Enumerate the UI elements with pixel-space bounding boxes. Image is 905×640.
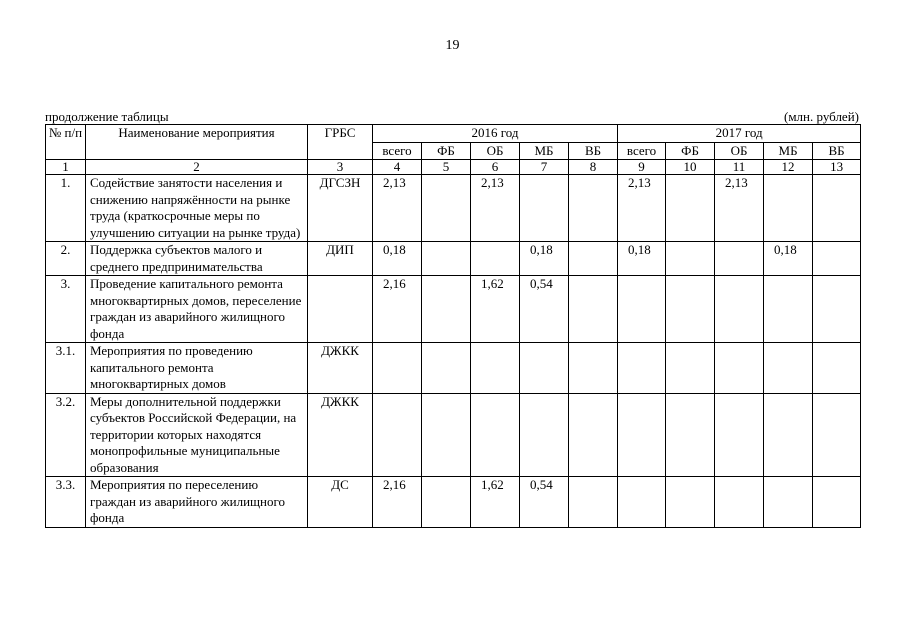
row-value [764, 343, 813, 394]
row-value: 0,54 [520, 477, 569, 528]
row-value [569, 276, 618, 343]
row-name: Содействие занятости населения и снижению напряжённости на рынке труда (краткосрочные меры по улучшению ситуации на рынке труда) [86, 175, 308, 242]
header-sub: ОБ [471, 142, 520, 160]
header-no: № п/п [46, 125, 86, 160]
row-number: 1. [46, 175, 86, 242]
row-value [764, 276, 813, 343]
row-value [813, 343, 861, 394]
row-value [569, 242, 618, 276]
row-value [422, 393, 471, 477]
header-sub: всего [618, 142, 666, 160]
column-number: 2 [86, 160, 308, 175]
row-value: 2,13 [715, 175, 764, 242]
row-value: 1,62 [471, 477, 520, 528]
header-sub: ВБ [813, 142, 861, 160]
row-value: 0,18 [520, 242, 569, 276]
row-value [569, 393, 618, 477]
row-value: 0,54 [520, 276, 569, 343]
row-value [813, 175, 861, 242]
row-grbs: ДС [308, 477, 373, 528]
row-name: Проведение капитального ремонта многоквартирных домов, переселение граждан из аварийного жилищного фонда [86, 276, 308, 343]
row-value [422, 343, 471, 394]
column-number: 12 [764, 160, 813, 175]
row-value [715, 343, 764, 394]
row-value [715, 477, 764, 528]
page-number: 19 [445, 38, 460, 53]
row-value [471, 393, 520, 477]
table-units-label: (млн. рублей) [784, 109, 859, 124]
row-value: 2,13 [618, 175, 666, 242]
row-value [373, 343, 422, 394]
row-value [520, 343, 569, 394]
row-value [715, 276, 764, 343]
table-row [46, 477, 861, 528]
row-value [715, 393, 764, 477]
row-value: 2,13 [471, 175, 520, 242]
row-name: Мероприятия по проведению капитального ремонта многоквартирных домов [86, 343, 308, 394]
table-row [46, 276, 861, 343]
header-year-2016: 2016 год [373, 125, 618, 143]
header-sub: всего [373, 142, 422, 160]
row-value [471, 242, 520, 276]
row-grbs: ДИП [308, 242, 373, 276]
row-value [422, 175, 471, 242]
column-number: 13 [813, 160, 861, 175]
column-number: 9 [618, 160, 666, 175]
table-row [46, 242, 861, 276]
row-name: Меры дополнительной поддержки субъектов Российской Федерации, на территории которых находятся монопрофильные муниципальные образования [86, 393, 308, 477]
row-number: 3.3. [46, 477, 86, 528]
row-value: 2,16 [373, 477, 422, 528]
row-value [618, 276, 666, 343]
column-number: 7 [520, 160, 569, 175]
table-row [46, 175, 861, 242]
row-value [471, 343, 520, 394]
row-grbs: ДЖКК [308, 343, 373, 394]
row-name: Мероприятия по переселению граждан из аварийного жилищного фонда [86, 477, 308, 528]
table-body [46, 175, 861, 528]
header-sub: МБ [520, 142, 569, 160]
row-value: 0,18 [764, 242, 813, 276]
budget-table [45, 124, 861, 528]
row-name: Поддержка субъектов малого и среднего предпринимательства [86, 242, 308, 276]
row-value [764, 477, 813, 528]
row-value [618, 343, 666, 394]
header-sub: МБ [764, 142, 813, 160]
row-grbs [308, 276, 373, 343]
header-sub: ОБ [715, 142, 764, 160]
row-value [813, 242, 861, 276]
header-grbs: ГРБС [308, 125, 373, 160]
column-number: 1 [46, 160, 86, 175]
row-value [666, 477, 715, 528]
header-sub: ФБ [422, 142, 471, 160]
row-grbs: ДЖКК [308, 393, 373, 477]
row-value: 0,18 [373, 242, 422, 276]
row-value [764, 393, 813, 477]
row-value [373, 393, 422, 477]
column-number: 10 [666, 160, 715, 175]
row-value: 2,16 [373, 276, 422, 343]
row-number: 2. [46, 242, 86, 276]
row-value [618, 477, 666, 528]
row-value [618, 393, 666, 477]
table-row [46, 343, 861, 394]
column-number: 11 [715, 160, 764, 175]
row-value [666, 343, 715, 394]
column-number: 8 [569, 160, 618, 175]
table-row [46, 393, 861, 477]
column-number: 5 [422, 160, 471, 175]
header-name: Наименование мероприятия [86, 125, 308, 160]
row-value [520, 175, 569, 242]
row-value [422, 276, 471, 343]
row-value [666, 175, 715, 242]
row-value [569, 343, 618, 394]
row-value [520, 393, 569, 477]
row-value [813, 276, 861, 343]
row-value [666, 242, 715, 276]
table-continuation-label: продолжение таблицы [45, 109, 169, 124]
column-number: 6 [471, 160, 520, 175]
header-sub: ВБ [569, 142, 618, 160]
row-value [813, 393, 861, 477]
row-value [813, 477, 861, 528]
row-number: 3.2. [46, 393, 86, 477]
row-value [715, 242, 764, 276]
row-value [764, 175, 813, 242]
row-value: 2,13 [373, 175, 422, 242]
column-number: 4 [373, 160, 422, 175]
header-year-2017: 2017 год [618, 125, 861, 143]
header-sub: ФБ [666, 142, 715, 160]
row-number: 3. [46, 276, 86, 343]
row-number: 3.1. [46, 343, 86, 394]
row-value: 0,18 [618, 242, 666, 276]
row-value [666, 393, 715, 477]
row-value [422, 242, 471, 276]
row-grbs: ДГСЗН [308, 175, 373, 242]
row-value: 1,62 [471, 276, 520, 343]
column-number: 3 [308, 160, 373, 175]
row-value [569, 477, 618, 528]
row-value [422, 477, 471, 528]
row-value [666, 276, 715, 343]
row-value [569, 175, 618, 242]
